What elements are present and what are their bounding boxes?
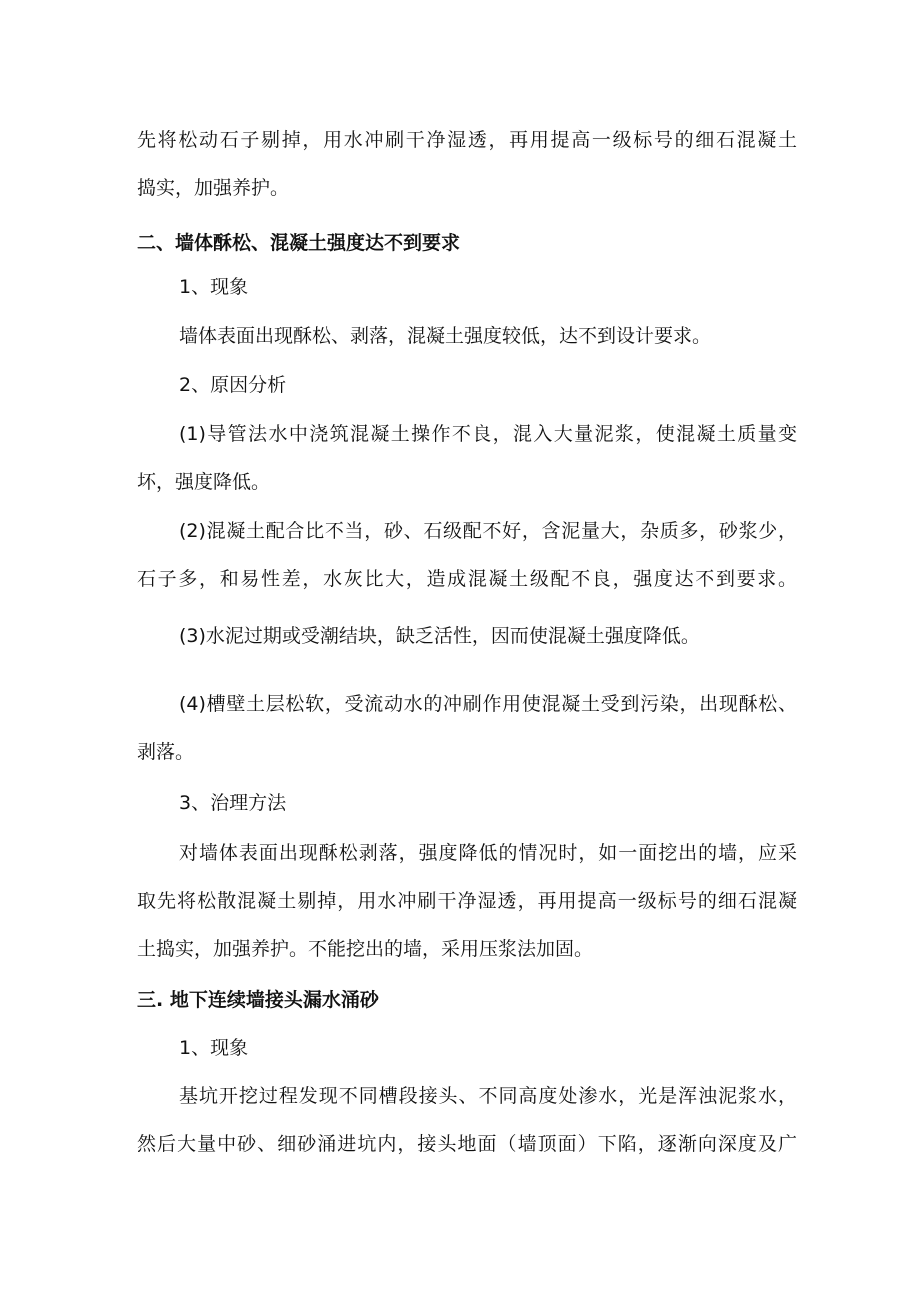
- paragraph-line: (1)导管法水中浇筑混凝土操作不良，混入大量泥浆，使混凝土质量变: [179, 423, 797, 445]
- paragraph-line: 墙体表面出现酥松、剥落，混凝土强度较低，达不到设计要求。: [179, 325, 712, 347]
- paragraph-line: 先将松动石子剔掉，用水冲刷干净湿透，再用提高一级标号的细石混凝土: [137, 129, 797, 151]
- paragraph-line: 土捣实，加强养护。不能挖出的墙，采用压浆法加固。: [137, 938, 594, 960]
- paragraph-line: 对墙体表面出现酥松剥落，强度降低的情况时，如一面挖出的墙，应采: [179, 842, 797, 864]
- paragraph-line: (3)水泥过期或受潮结块，缺乏活性，因而使混凝土强度降低。: [179, 625, 700, 647]
- subsection-heading: 1、现象: [179, 1037, 249, 1059]
- paragraph-line: (4)槽壁土层松软，受流动水的冲刷作用使混凝土受到污染，出现酥松、: [179, 693, 797, 715]
- paragraph-line: 石子多，和易性差，水灰比大，造成混凝土级配不良，强度达不到要求。: [137, 568, 797, 590]
- paragraph-line: 取先将松散混凝土剔掉，用水冲刷干净湿透，再用提高一级标号的细石混凝: [137, 890, 797, 912]
- paragraph-line: 捣实，加强养护。: [137, 177, 290, 199]
- subsection-heading: 2、原因分析: [179, 374, 287, 396]
- paragraph-line: 坏，强度降低。: [137, 471, 271, 493]
- paragraph-line: 剥落。: [137, 741, 195, 763]
- section-heading: 二、墙体酥松、混凝土强度达不到要求: [137, 232, 461, 254]
- section-heading: 三. 地下连续墙接头漏水涌砂: [137, 989, 379, 1011]
- subsection-heading: 1、现象: [179, 276, 249, 298]
- paragraph-line: (2)混凝土配合比不当，砂、石级配不好，含泥量大，杂质多，砂浆少，: [179, 520, 797, 542]
- paragraph-line: 然后大量中砂、细砂涌进坑内，接头地面（墙顶面）下陷，逐渐向深度及广: [137, 1133, 797, 1155]
- paragraph-line: 基坑开挖过程发现不同槽段接头、不同高度处渗水，光是浑浊泥浆水，: [179, 1085, 797, 1107]
- subsection-heading: 3、治理方法: [179, 792, 287, 814]
